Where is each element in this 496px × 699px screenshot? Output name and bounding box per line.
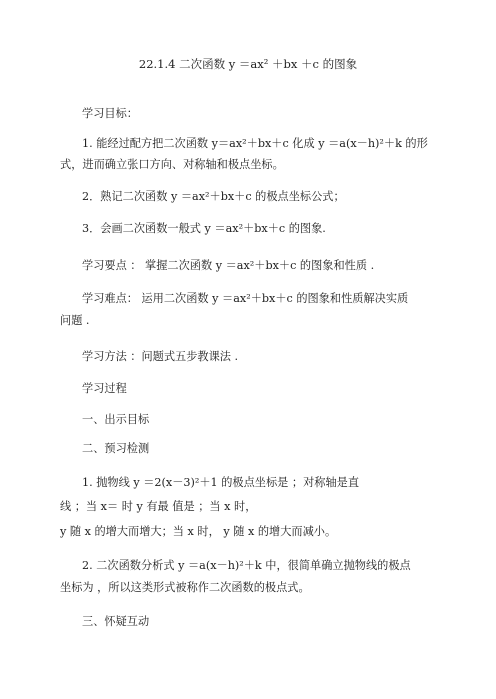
key-points: 学习要点 ： 掌握二次函数 y ＝ax²＋bx＋c 的图象和性质 . [82,259,375,272]
exercise-1-line-2: 线 ；当 x＝ 时 y 有最 值是 ；当 x 时， [60,500,257,513]
exercise-2-line-1: 2. 二次函数分析式 y ＝a(x－h)²＋k 中，很简单确立抛物线的极点 [82,559,411,572]
exercise-1-line-1: 1. 抛物线 y ＝2(x－3)²＋1 的极点坐标是 ；对称轴是直 [82,476,360,489]
step-3-heading: 三、怀疑互动 [82,615,150,628]
learning-method: 学习方法 ：问题式五步教课法 . [82,350,239,363]
exercise-1-line-3: y 随 x 的增大而增大；当 x 时， y 随 x 的增大而减小。 [60,525,337,538]
step-2-heading: 二、预习检测 [82,442,150,455]
exercise-2-line-2: 坐标为 ，所以这类形式被称作二次函数的极点式。 [60,581,310,594]
step-1-heading: 一、出示目标 [82,413,150,426]
objective-1-line-2: 式，进而确立张口方向、对称轴和极点坐标。 [60,158,284,171]
section-heading-objectives: 学习目标： [82,107,138,120]
objective-2: 2．熟记二次函数 y ＝ax²＋bx＋c 的极点坐标公式； [82,190,345,203]
document-title: 22.1.4 二次函数 y ＝ax² ＋bx ＋c 的图象 [138,57,358,71]
difficulties-line-1: 学习难点： 运用二次函数 y ＝ax²＋bx＋c 的图象和性质解决实质 [82,292,409,305]
difficulties-line-2: 问题 . [60,314,90,327]
objective-3: 3．会画二次函数一般式 y ＝ax²＋bx＋c 的图象. [82,222,326,235]
section-heading-process: 学习过程 [82,382,127,395]
objective-1-line-1: 1. 能经过配方把二次函数 y＝ax²＋bx＋c 化成 y ＝a(x－h)²＋k 的形 [82,137,428,150]
